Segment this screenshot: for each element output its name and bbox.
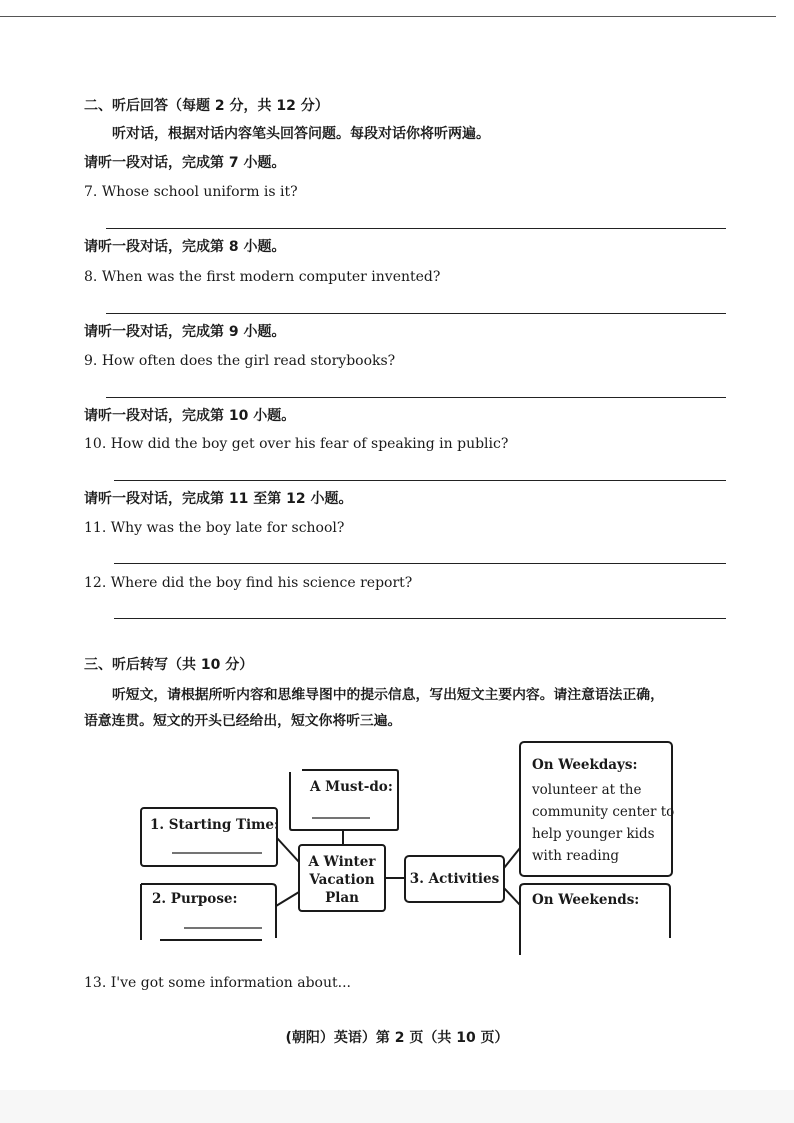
purpose-label: 2. Purpose: — [152, 891, 238, 907]
center-label-line-1: A Winter — [308, 854, 376, 870]
question-9-text: How often does the girl read storybooks? — [101, 353, 396, 369]
center-label-line-3: Plan — [325, 890, 359, 906]
section3-instruction-2: 语意连贯。短文的开头已经给出，短文你将听三遍。 — [84, 713, 402, 729]
center-label-line-2: Vacation — [309, 872, 375, 888]
weekdays-line-3: help younger kids — [532, 826, 655, 842]
item-8-prompt: 请听一段对话，完成第 8 小题。 — [84, 239, 286, 255]
question-8-text: When was the first modern computer invented? — [101, 269, 441, 285]
activities-label: 3. Activities — [409, 871, 500, 887]
question-9-number: 9. — [84, 353, 98, 369]
question-8-number: 8. — [84, 269, 98, 285]
question-11-number: 11. — [84, 520, 107, 536]
item-7-prompt: 请听一段对话，完成第 7 小题。 — [84, 155, 286, 171]
items-11-12-prompt: 请听一段对话，完成第 11 至第 12 小题。 — [84, 491, 353, 507]
center-label — [299, 853, 385, 907]
question-10-text: How did the boy get over his fear of speaking in public? — [110, 436, 509, 452]
weekdays-line-4: with reading — [532, 848, 620, 864]
weekdays-line-1: volunteer at the — [532, 782, 642, 798]
item-10-prompt: 请听一段对话，完成第 10 小题。 — [84, 408, 296, 424]
question-13-text: I've got some information about... — [110, 975, 351, 991]
question-13 — [84, 974, 351, 992]
weekdays-title: On Weekdays: — [532, 757, 638, 773]
section3-instruction-1: 听短文，请根据所听内容和思维导图中的提示信息，写出短文主要内容。请注意语法正确， — [112, 687, 664, 703]
question-10-number: 10. — [84, 436, 107, 452]
question-13-number: 13. — [84, 975, 107, 991]
section3-heading: 三、听后转写（共 10 分） — [84, 657, 254, 673]
section2-heading: 二、听后回答（每题 2 分，共 12 分） — [84, 98, 329, 114]
starting-time-label: 1. Starting Time: — [150, 817, 279, 833]
weekdays-line-2: community center to — [532, 804, 675, 820]
item-9-prompt: 请听一段对话，完成第 9 小题。 — [84, 324, 286, 340]
question-12-number: 12. — [84, 575, 107, 591]
section2-instruction: 听对话，根据对话内容笔头回答问题。每段对话你将听两遍。 — [112, 126, 490, 142]
question-12-text: Where did the boy find his science report? — [110, 575, 413, 591]
weekends-title: On Weekends: — [532, 892, 640, 908]
must-do-label: A Must-do: — [310, 779, 393, 795]
question-11-text: Why was the boy late for school? — [110, 520, 345, 536]
bottom-band — [0, 1090, 794, 1123]
question-7-text: Whose school uniform is it? — [101, 184, 298, 200]
question-7-number: 7. — [84, 184, 98, 200]
page-footer: (朝阳）英语）第 2 页（共 10 页） — [285, 1030, 509, 1046]
weekdays-content — [532, 754, 674, 867]
